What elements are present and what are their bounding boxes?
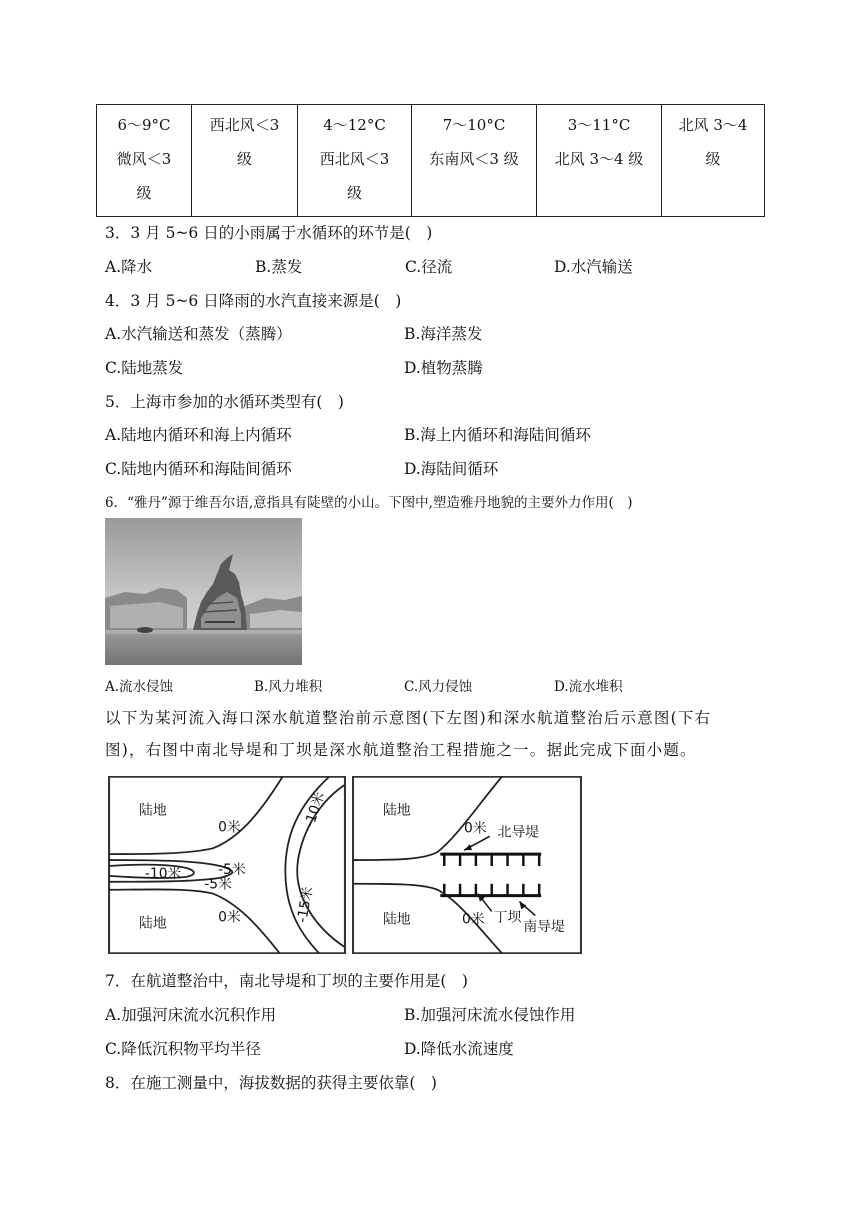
left-land-bottom-label: 陆地 — [139, 915, 167, 932]
question-3-stem: 3．3 月 5~6 日的小雨属于水循环的环节是( ) — [105, 224, 433, 242]
q5-option-a[interactable]: A.陆地内循环和海上内循环 — [105, 426, 292, 444]
left-minus5-top-label: -5米 — [218, 861, 246, 878]
spur-dike-label: 丁坝 — [493, 909, 522, 926]
cell-line: 级 — [705, 150, 721, 168]
table-cell — [97, 105, 192, 216]
table-cell — [537, 105, 662, 216]
weather-table — [96, 104, 765, 217]
q5-option-d[interactable]: D.海陆间循环 — [404, 460, 499, 478]
right-land-bottom-label: 陆地 — [382, 911, 411, 928]
question-4-stem: 4．3 月 5~6 日降雨的水汽直接来源是( ) — [105, 292, 402, 310]
cell-line: 西北风＜3 — [319, 150, 390, 168]
estuary-before-diagram — [108, 776, 346, 954]
q3-option-c[interactable]: C.径流 — [405, 258, 453, 276]
cell-line: 7～10°C — [442, 116, 506, 134]
left-zero-top-label: 0米 — [218, 819, 241, 836]
left-minus10-label: -10米 — [144, 865, 182, 882]
question-7-stem: 7．在航道整治中，南北导堤和丁坝的主要作用是( ) — [105, 972, 468, 990]
table-cell — [192, 105, 298, 216]
cell-line: 西北风＜3 — [209, 116, 280, 134]
q5-option-c[interactable]: C.陆地内循环和海陆间循环 — [105, 460, 292, 478]
yardang-photo — [105, 518, 302, 665]
q5-option-b[interactable]: B.海上内循环和海陆间循环 — [404, 426, 591, 444]
q6-option-a[interactable]: A.流水侵蚀 — [105, 679, 174, 695]
left-minus5-bottom-label: -5米 — [204, 876, 232, 893]
cell-line: 级 — [136, 184, 152, 202]
right-zero-top-label: 0米 — [464, 820, 487, 837]
left-minus15-label: -15米 — [294, 885, 317, 925]
cell-line: 级 — [346, 184, 362, 202]
intro-line-1: 以下为某河流入海口深水航道整治前示意图(下左图)和深水航道整治后示意图(下右 — [105, 709, 712, 727]
cell-line: 级 — [236, 150, 252, 168]
table-cell — [412, 105, 537, 216]
q3-option-d[interactable]: D.水汽输送 — [554, 258, 633, 276]
cell-line: 东南风＜3 级 — [429, 150, 519, 168]
cell-line: 北风 3～4 — [678, 116, 748, 134]
cell-line: 微风＜3 — [116, 150, 172, 168]
right-land-top-label: 陆地 — [382, 802, 411, 819]
intro-line-2: 图)，右图中南北导堤和丁坝是深水航道整治工程措施之一。据此完成下面小题。 — [105, 741, 697, 759]
q7-option-d[interactable]: D.降低水流速度 — [404, 1040, 514, 1058]
table-cell — [298, 105, 412, 216]
question-6-stem: 6．“雅丹”源于维吾尔语,意指具有陡壁的小山。下图中,塑造雅丹地貌的主要外力作用( ) — [105, 495, 633, 511]
q7-option-c[interactable]: C.降低沉积物平均半径 — [105, 1040, 261, 1058]
cell-line: 4～12°C — [323, 116, 386, 134]
q7-option-b[interactable]: B.加强河床流水侵蚀作用 — [404, 1006, 576, 1024]
cell-line: 北风 3～4 级 — [554, 150, 644, 168]
q4-option-d[interactable]: D.植物蒸腾 — [404, 359, 483, 377]
cell-line: 3～11°C — [567, 116, 631, 134]
question-5-stem: 5．上海市参加的水循环类型有( ) — [105, 393, 344, 411]
left-land-top-label: 陆地 — [139, 802, 167, 819]
estuary-after-diagram — [352, 776, 582, 954]
q3-option-b[interactable]: B.蒸发 — [255, 258, 303, 276]
north-dike-label: 北导堤 — [497, 824, 540, 841]
left-minus10-right-label: -10米 — [301, 790, 329, 830]
right-zero-bottom-label: 0米 — [462, 911, 485, 928]
table-cell — [662, 105, 764, 216]
q6-option-c[interactable]: C.风力侵蚀 — [404, 679, 473, 695]
q4-option-b[interactable]: B.海洋蒸发 — [404, 325, 483, 343]
q7-option-a[interactable]: A.加强河床流水沉积作用 — [105, 1006, 277, 1024]
q4-option-a[interactable]: A.水汽输送和蒸发（蒸腾） — [105, 325, 292, 343]
q6-option-b[interactable]: B.风力堆积 — [254, 679, 323, 695]
cell-line: 6～9°C — [117, 116, 171, 134]
south-dike-label: 南导堤 — [523, 919, 565, 936]
q6-option-d[interactable]: D.流水堆积 — [554, 679, 623, 695]
question-8-stem: 8．在施工测量中，海拔数据的获得主要依靠( ) — [105, 1074, 437, 1092]
q4-option-c[interactable]: C.陆地蒸发 — [105, 359, 184, 377]
q3-option-a[interactable]: A.降水 — [105, 258, 153, 276]
left-zero-bottom-label: 0米 — [218, 909, 241, 926]
